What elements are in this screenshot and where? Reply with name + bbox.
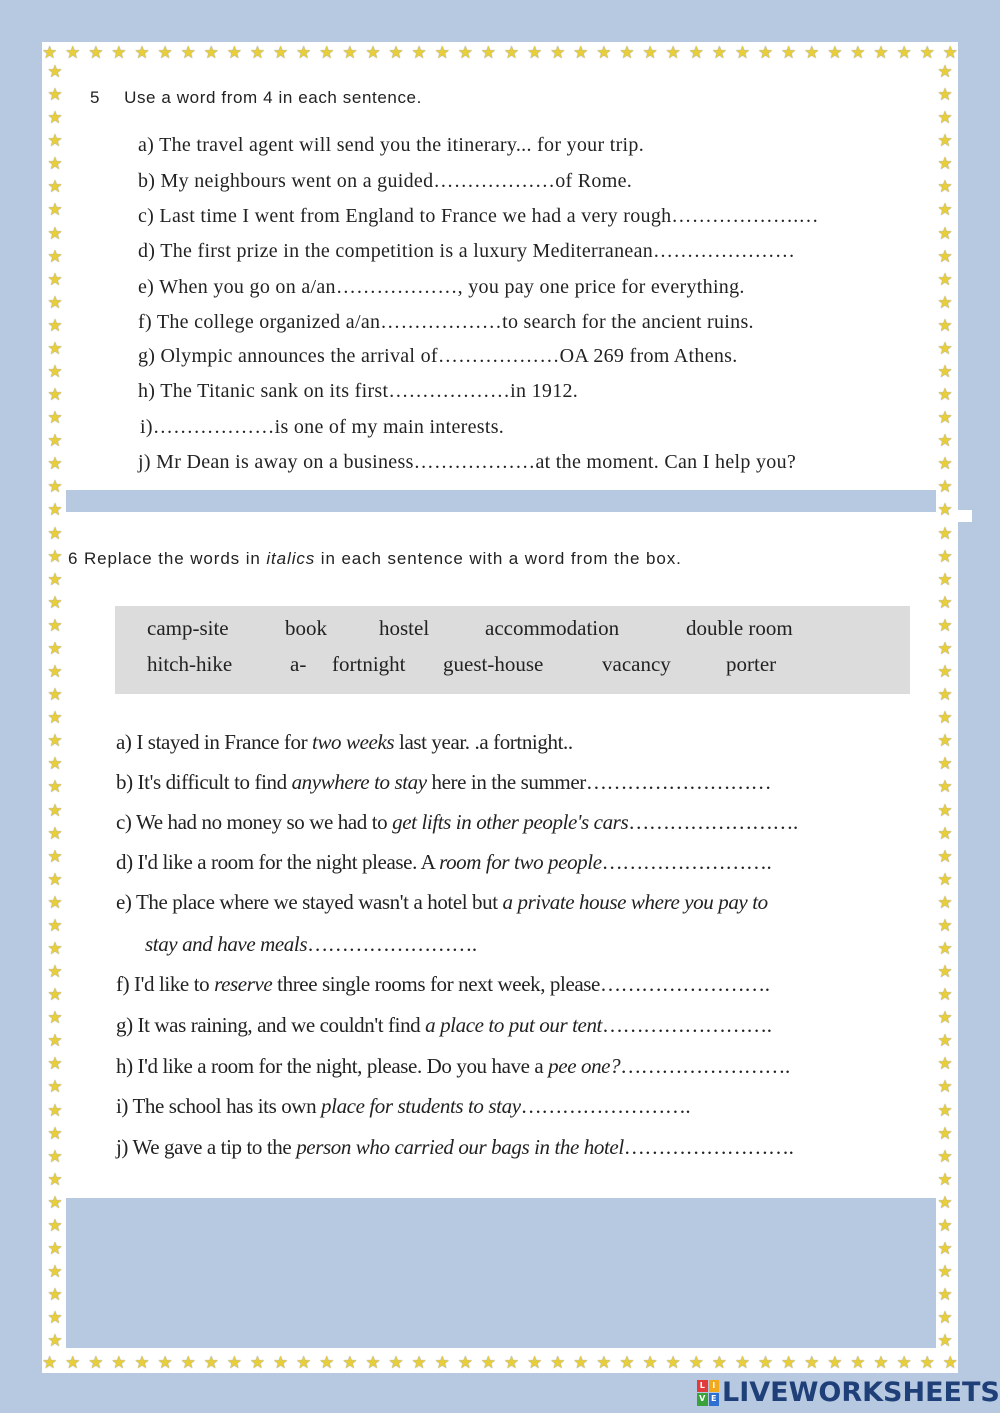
star-figure-icon: ★ [47,108,63,129]
star-figure-icon: ★ [937,1331,953,1351]
star-figure-icon: ★ [157,1352,173,1373]
star-figure-icon: ★ [781,1352,797,1373]
star-figure-icon: ★ [804,1352,820,1373]
star-figure-icon: ★ [47,315,63,336]
border-top [42,42,958,64]
box-word: accommodation [485,616,620,640]
star-figure-icon: ★ [937,777,953,798]
box-word: vacancy [602,652,671,676]
star-figure-icon: ★ [937,64,953,82]
star-figure-icon: ★ [365,1352,381,1373]
star-figure-icon: ★ [937,385,953,406]
star-figure-icon: ★ [47,800,63,821]
star-figure-icon: ★ [47,1100,63,1121]
star-figure-icon: ★ [47,1054,63,1075]
star-figure-icon: ★ [937,938,953,959]
star-figure-icon: ★ [47,1285,63,1306]
star-figure-icon: ★ [47,985,63,1006]
italic-phrase: two weeks [312,730,395,754]
sentence-text: d) I'd like a room for the night please. A [116,850,440,874]
box-word: hitch-hike [147,652,233,676]
star-figure-icon: ★ [642,1352,658,1373]
exercise5-sentence: c) Last time I went from England to France we had a very rough……………….… [138,205,819,227]
star-figure-icon: ★ [937,431,953,452]
star-figure-icon: ★ [47,154,63,175]
star-figure-icon: ★ [937,569,953,590]
star-figure-icon: ★ [319,1352,335,1373]
star-figure-icon: ★ [937,1192,953,1213]
star-figure-icon: ★ [550,1352,566,1373]
italic-phrase: reserve [214,972,273,996]
star-figure-icon: ★ [42,42,58,63]
star-figure-icon: ★ [457,42,473,63]
star-figure-icon: ★ [47,892,63,913]
bottom-blue-area [66,1198,936,1348]
exercise6-sentence [116,850,771,875]
star-figure-icon: ★ [573,42,589,63]
liveworksheets-logo [697,1377,1000,1408]
answer-blank[interactable]: last year. .a fortnight.. [394,730,573,754]
star-figure-icon: ★ [937,477,953,498]
star-figure-icon: ★ [319,42,335,63]
star-figure-icon: ★ [596,42,612,63]
exercise5-sentence: a) The travel agent will send you the itinerary... for your trip. [138,134,645,156]
star-figure-icon: ★ [47,1123,63,1144]
star-figure-icon: ★ [873,42,889,63]
star-figure-icon: ★ [47,1077,63,1098]
star-figure-icon: ★ [619,42,635,63]
star-figure-icon: ★ [226,42,242,63]
italic-phrase: stay and have meals [145,932,308,956]
star-figure-icon: ★ [937,200,953,221]
box-word: double room [686,616,793,640]
star-figure-icon: ★ [937,338,953,359]
star-figure-icon: ★ [503,42,520,63]
star-figure-icon: ★ [937,362,953,383]
star-figure-icon: ★ [526,1352,543,1373]
star-figure-icon: ★ [937,615,953,636]
star-figure-icon: ★ [434,42,450,63]
exercise6-sentence [145,932,477,957]
star-figure-icon: ★ [203,1352,219,1373]
logo-text: LIVEWORKSHEETS [722,1377,1000,1408]
star-figure-icon: ★ [757,42,774,63]
star-figure-icon: ★ [937,246,953,267]
star-figure-icon: ★ [937,454,953,475]
star-figure-icon: ★ [47,754,63,775]
star-figure-icon: ★ [47,777,63,798]
star-figure-icon: ★ [937,708,953,729]
star-figure-icon: ★ [47,1262,63,1283]
star-figure-icon: ★ [937,1215,953,1236]
sentence-text: e) The place where we stayed wasn't a hotel but [116,890,503,914]
star-figure-icon: ★ [47,200,63,221]
star-figure-icon: ★ [937,177,953,198]
star-figure-icon: ★ [65,1352,81,1373]
star-figure-icon: ★ [937,1008,953,1029]
exercise5-number: 5 [90,88,101,107]
italic-phrase: anywhere to stay [291,770,427,794]
border-left [44,64,66,1351]
border-right [934,64,956,1351]
star-figure-icon: ★ [47,246,63,267]
star-figure-icon: ★ [937,869,953,890]
star-figure-icon: ★ [937,154,953,175]
star-figure-icon: ★ [272,1352,289,1373]
star-figure-icon: ★ [296,1352,312,1373]
star-figure-icon: ★ [88,1352,104,1373]
star-figure-icon: ★ [937,1169,953,1190]
star-figure-icon: ★ [47,1308,63,1329]
star-figure-icon: ★ [937,108,953,129]
star-figure-icon: ★ [47,177,63,198]
star-figure-icon: ★ [937,846,953,867]
exercise5-sentence: d) The first prize in the competition is a luxury Mediterranean………………… [138,240,796,262]
star-figure-icon: ★ [47,962,63,983]
box-word: fortnight [332,652,406,676]
star-figure-icon: ★ [937,1285,953,1306]
star-figure-icon: ★ [47,269,63,290]
star-figure-icon: ★ [296,42,312,63]
star-figure-icon: ★ [47,223,63,244]
star-figure-icon: ★ [47,1192,63,1213]
star-figure-icon: ★ [47,1215,63,1236]
star-figure-icon: ★ [919,1352,935,1373]
star-figure-icon: ★ [937,638,953,659]
italic-phrase: person who carried our bags in the hotel [296,1135,624,1159]
exercise6-sentence [116,1013,772,1038]
star-figure-icon: ★ [47,708,63,729]
star-figure-icon: ★ [47,64,63,82]
exercise6-sentence [116,972,770,997]
exercise5-sentence: e) When you go on a/an………………, you pay one price for everything. [138,276,745,298]
separator-band [66,490,936,512]
star-figure-icon: ★ [47,823,63,844]
star-figure-icon: ★ [47,131,63,152]
star-figure-icon: ★ [42,1352,58,1373]
star-figure-icon: ★ [480,42,497,63]
exercise5-heading [90,88,422,108]
sentence-text: j) We gave a tip to the [116,1135,297,1159]
star-figure-icon: ★ [47,385,63,406]
star-figure-icon: ★ [388,1352,404,1373]
star-figure-icon: ★ [827,42,843,63]
answer-blank[interactable]: ……………………. [601,1013,772,1037]
star-figure-icon: ★ [47,500,63,521]
star-figure-icon: ★ [180,1352,196,1373]
answer-blank[interactable]: ……………………. [620,1054,790,1078]
border-bottom [42,1352,958,1374]
star-figure-icon: ★ [47,569,63,590]
exercise5-sentence: b) My neighbours went on a guided………………of Rome. [138,170,633,192]
star-figure-icon: ★ [688,42,704,63]
star-figure-icon: ★ [711,42,727,63]
answer-blank[interactable]: three single rooms for next week, please……………………. [272,972,770,996]
exercise6-instruction-italic: italics [266,549,316,568]
star-figure-icon: ★ [937,1100,953,1121]
star-figure-icon: ★ [411,1352,427,1373]
star-figure-icon: ★ [937,1238,953,1259]
star-figure-icon: ★ [47,546,63,567]
star-figure-icon: ★ [937,546,953,567]
exercise6-sentence [116,770,771,795]
star-figure-icon: ★ [711,1352,727,1373]
sentence-text: g) It was raining, and we couldn't find [116,1013,426,1037]
star-figure-icon: ★ [942,1352,958,1373]
box-word: guest-house [443,652,544,676]
star-figure-icon: ★ [480,1352,497,1373]
star-figure-icon: ★ [937,685,953,706]
answer-blank[interactable]: ……………………. [601,850,772,874]
star-figure-icon: ★ [781,42,797,63]
star-figure-icon: ★ [47,915,63,936]
star-figure-icon: ★ [388,42,404,63]
box-word: camp-site [147,616,229,640]
star-figure-icon: ★ [665,1352,681,1373]
star-figure-icon: ★ [827,1352,843,1373]
star-figure-icon: ★ [896,1352,912,1373]
star-figure-icon: ★ [937,754,953,775]
star-figure-icon: ★ [942,42,958,63]
star-figure-icon: ★ [65,42,81,63]
sentence-text: i) The school has its own [116,1094,322,1118]
star-figure-icon: ★ [47,85,63,106]
star-figure-icon: ★ [226,1352,242,1373]
star-figure-icon: ★ [688,1352,704,1373]
star-figure-icon: ★ [937,985,953,1006]
answer-blank[interactable]: here in the summer……………………… [426,770,772,794]
star-figure-icon: ★ [665,42,681,63]
star-figure-icon: ★ [157,42,173,63]
star-figure-icon: ★ [937,223,953,244]
star-figure-icon: ★ [342,42,358,63]
star-figure-icon: ★ [503,1352,520,1373]
italic-phrase: get lifts in other people's cars [392,810,629,834]
star-figure-icon: ★ [47,523,63,544]
star-figure-icon: ★ [203,42,219,63]
star-figure-icon: ★ [47,338,63,359]
italic-phrase: pee one? [548,1054,621,1078]
star-figure-icon: ★ [342,1352,358,1373]
exercise5-sentence: h) The Titanic sank on its first………………in 1912. [138,380,579,402]
star-figure-icon: ★ [249,1352,266,1373]
star-figure-icon: ★ [937,1077,953,1098]
star-figure-icon: ★ [804,42,820,63]
star-figure-icon: ★ [850,1352,866,1373]
box-word: porter [726,652,777,676]
star-figure-icon: ★ [937,915,953,936]
exercise6-sentence [116,810,798,835]
star-figure-icon: ★ [937,1146,953,1167]
star-figure-icon: ★ [47,1031,63,1052]
star-figure-icon: ★ [937,269,953,290]
star-figure-icon: ★ [550,42,566,63]
sentence-text: h) I'd like a room for the night, please. Do you have a [116,1054,549,1078]
star-figure-icon: ★ [734,1352,751,1373]
star-figure-icon: ★ [937,500,953,521]
star-figure-icon: ★ [596,1352,612,1373]
star-figure-icon: ★ [47,477,63,498]
star-figure-icon: ★ [937,292,953,313]
star-figure-icon: ★ [47,1238,63,1259]
star-figure-icon: ★ [937,1123,953,1144]
star-figure-icon: ★ [937,408,953,429]
italic-phrase: a private house where you pay to [502,890,768,914]
star-figure-icon: ★ [937,1308,953,1329]
italic-phrase: place for students to stay [321,1094,521,1118]
exercise6-heading [68,549,682,569]
box-edge [958,510,972,522]
star-figure-icon: ★ [134,1352,150,1373]
exercise5-sentence: i)………………is one of my main interests. [140,416,505,438]
italic-phrase: room for two people [439,850,602,874]
star-figure-icon: ★ [573,1352,589,1373]
star-figure-icon: ★ [47,638,63,659]
star-figure-icon: ★ [457,1352,473,1373]
star-figure-icon: ★ [365,42,381,63]
answer-blank[interactable]: ……………………. [628,810,798,834]
exercise6-instruction-start: 6 Replace the words in [68,549,267,568]
star-figure-icon: ★ [937,1262,953,1283]
star-figure-icon: ★ [88,42,104,63]
italic-phrase: a place to put our tent [425,1013,602,1037]
box-word: book [285,616,327,640]
box-word: a- [290,652,307,676]
sentence-text: a) I stayed in France for [116,730,313,754]
exercise5-sentence: f) The college organized a/an………………to search for the ancient ruins. [138,311,754,333]
star-figure-icon: ★ [937,592,953,613]
star-figure-icon: ★ [434,1352,450,1373]
star-figure-icon: ★ [937,892,953,913]
star-figure-icon: ★ [937,85,953,106]
star-figure-icon: ★ [47,1008,63,1029]
star-figure-icon: ★ [937,731,953,752]
answer-blank[interactable]: ……………………. [307,932,477,956]
sentence-text: b) It's difficult to find [116,770,292,794]
star-figure-icon: ★ [47,869,63,890]
exercise6-sentence [116,730,573,755]
star-figure-icon: ★ [937,662,953,683]
star-figure-icon: ★ [526,42,543,63]
star-figure-icon: ★ [937,315,953,336]
star-figure-icon: ★ [47,408,63,429]
logo-icon: L I V E [697,1380,719,1406]
star-figure-icon: ★ [937,523,953,544]
star-figure-icon: ★ [47,592,63,613]
star-figure-icon: ★ [47,362,63,383]
exercise5-sentence: j) Mr Dean is away on a business………………at the moment. Can I help you? [138,451,797,473]
star-figure-icon: ★ [47,1169,63,1190]
star-figure-icon: ★ [47,431,63,452]
star-figure-icon: ★ [47,938,63,959]
star-figure-icon: ★ [249,42,266,63]
star-figure-icon: ★ [757,1352,774,1373]
star-figure-icon: ★ [47,1146,63,1167]
star-figure-icon: ★ [47,685,63,706]
answer-blank[interactable]: ……………………. [520,1094,691,1118]
sentence-text: f) I'd like to [116,972,215,996]
star-figure-icon: ★ [919,42,935,63]
exercise6-sentence [116,1054,790,1079]
star-figure-icon: ★ [850,42,866,63]
exercise5-instruction: Use a word from 4 in each sentence. [124,88,422,107]
star-figure-icon: ★ [111,42,127,63]
sentence-text: c) We had no money so we had to [116,810,393,834]
star-figure-icon: ★ [937,800,953,821]
star-figure-icon: ★ [47,454,63,475]
star-figure-icon: ★ [47,1331,63,1351]
star-figure-icon: ★ [619,1352,635,1373]
exercise6-instruction-end: in each sentence with a word from the box. [315,549,682,568]
star-figure-icon: ★ [937,962,953,983]
star-figure-icon: ★ [272,42,289,63]
star-figure-icon: ★ [47,731,63,752]
star-figure-icon: ★ [937,131,953,152]
word-box [115,606,910,694]
star-figure-icon: ★ [180,42,196,63]
star-figure-icon: ★ [937,823,953,844]
exercise6-sentence [116,1135,793,1160]
answer-blank[interactable]: ……………………. [623,1135,794,1159]
exercise6-sentence [116,890,768,915]
star-figure-icon: ★ [734,42,751,63]
star-figure-icon: ★ [47,662,63,683]
star-figure-icon: ★ [134,42,150,63]
box-word: hostel [379,616,430,640]
star-figure-icon: ★ [937,1054,953,1075]
star-figure-icon: ★ [47,846,63,867]
star-figure-icon: ★ [937,1031,953,1052]
star-figure-icon: ★ [111,1352,127,1373]
star-figure-icon: ★ [47,292,63,313]
star-figure-icon: ★ [642,42,658,63]
star-figure-icon: ★ [411,42,427,63]
exercise6-sentence [116,1094,690,1119]
star-figure-icon: ★ [896,42,912,63]
star-figure-icon: ★ [47,615,63,636]
exercise5-sentence: g) Olympic announces the arrival of………………OA 269 from Athens. [138,345,738,367]
star-figure-icon: ★ [873,1352,889,1373]
